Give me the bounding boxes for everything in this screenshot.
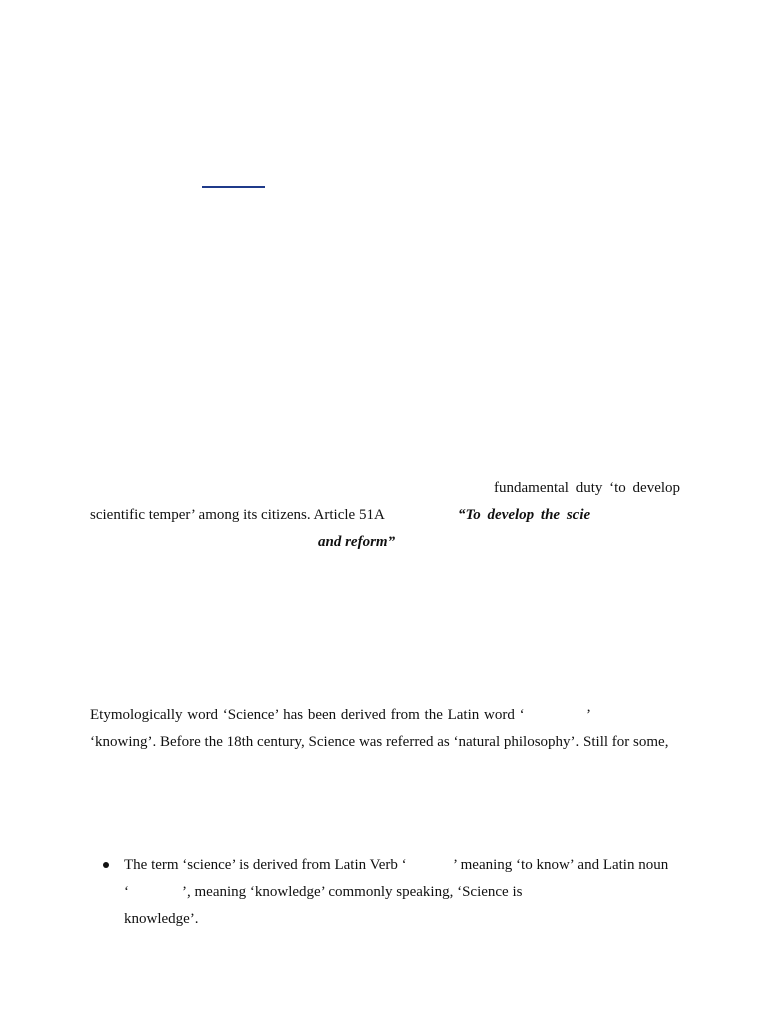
paragraph1-line2-text: scientific temper’ among its citizens. Article 51A bbox=[90, 507, 385, 523]
paragraph1-line2-quote bbox=[458, 506, 590, 524]
bullet-line2-text: ’, meaning ‘knowledge’ commonly speaking, ‘Science is bbox=[182, 884, 523, 900]
bullet-point-icon bbox=[103, 862, 109, 868]
paragraph2-line2-text: ‘knowing’. Before the 18th century, Science was referred as ‘natural philosophy’. Still for some, bbox=[90, 734, 669, 750]
paragraph2-line1-right bbox=[586, 706, 591, 724]
bullet-line1-rest: ’ meaning ‘to know’ and Latin noun bbox=[453, 857, 669, 873]
paragraph1-quote-end: and reform” bbox=[318, 534, 396, 550]
paragraph2-line1-text: Etymologically word ‘Science’ has been derived from the Latin word ‘ bbox=[90, 707, 525, 723]
bullet-line2-open bbox=[124, 883, 129, 901]
hyperlink-underline[interactable] bbox=[202, 186, 265, 188]
bullet-line2-rest bbox=[182, 883, 522, 901]
bullet-line1-text: The term ‘science’ is derived from Latin Verb ‘ bbox=[124, 857, 407, 873]
paragraph1-line3-quote bbox=[318, 533, 395, 551]
paragraph1-line1-text: fundamental duty ‘to develop bbox=[494, 480, 681, 496]
paragraph1-line1 bbox=[494, 479, 681, 497]
bullet-line2-open-quote: ‘ bbox=[124, 884, 129, 900]
paragraph2-line2 bbox=[90, 733, 668, 751]
paragraph2-line1-close-quote: ’ bbox=[586, 707, 591, 723]
bullet-line3 bbox=[124, 910, 199, 928]
bullet-line1-right bbox=[453, 856, 668, 874]
paragraph1-line2-left bbox=[90, 506, 420, 524]
paragraph1-quote-start: “To develop the scie bbox=[458, 507, 591, 523]
bullet-line3-text: knowledge’. bbox=[124, 911, 199, 927]
paragraph2-line1-left bbox=[90, 706, 525, 724]
bullet-line1-left bbox=[124, 856, 407, 874]
